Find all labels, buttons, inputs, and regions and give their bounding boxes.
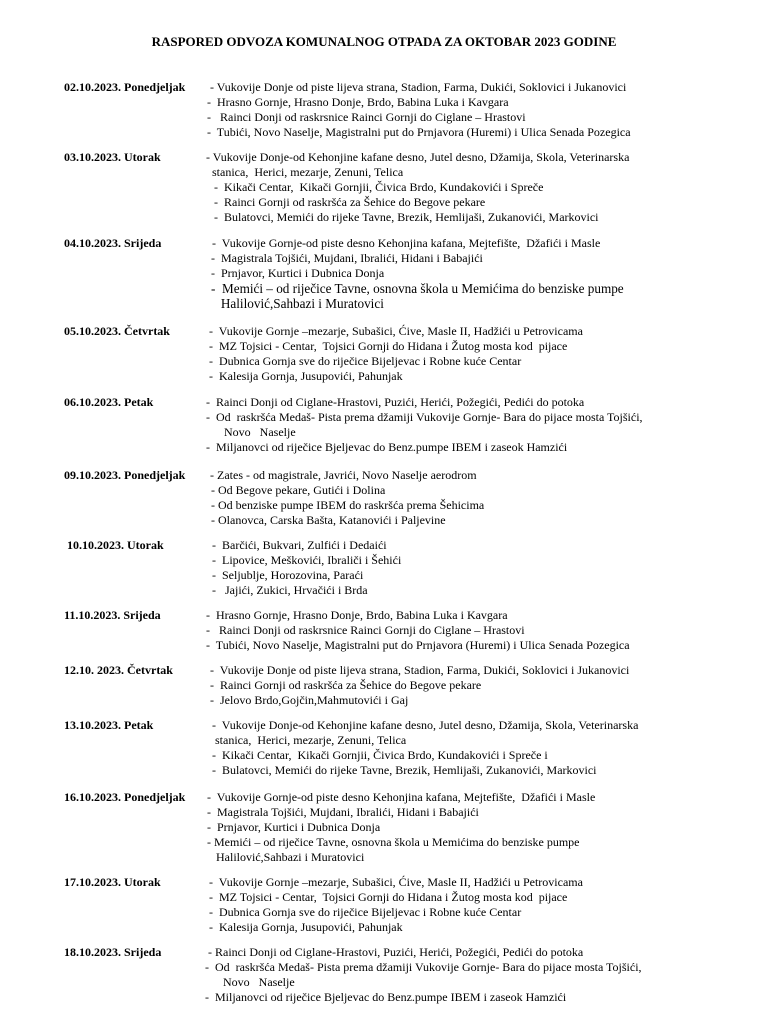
location-line: - Vukovije Gornje –mezarje, Subašici, Ćive, Masle II, Hadžići u Petrovicama (209, 875, 583, 889)
location-line: Novo Naselje (206, 425, 296, 439)
day-date-label: 06.10.2023. Petak (64, 395, 154, 409)
location-line: - Od benziske pumpe IBEM do raskršća prema Šehicima (211, 498, 485, 512)
location-line: - Vukovije Gornje –mezarje, Subašici, Ćive, Masle II, Hadžići u Petrovicama (209, 324, 583, 338)
day-date-label: 03.10.2023. Utorak (64, 150, 161, 164)
location-line: - Vukovije Donje od piste lijeva strana, Stadion, Farma, Dukići, Soklovici i Jukanovici (210, 663, 630, 677)
location-line: - Magistrala Tojšići, Mujdani, Ibralići, Hidani i Babajići (211, 251, 483, 265)
day-date-label: 09.10.2023. Ponedjeljak (64, 468, 186, 482)
location-line: - Rainci Donji od raskrsnice Rainci Gornji do Ciglane – Hrastovi (207, 110, 526, 124)
location-line: - Kalesija Gornja, Jusupovići, Pahunjak (209, 369, 403, 383)
location-line: - Seljublje, Horozovina, Paraći (212, 568, 364, 582)
location-line: - Zates - od magistrale, Javrići, Novo Naselje aerodrom (210, 468, 477, 482)
location-line: - Rainci Gornji od raskršća za Šehice do Begove pekare (211, 195, 486, 209)
location-line: - Dubnica Gornja sve do riječice Bijeljevac i Robne kuće Centar (209, 354, 522, 368)
location-line: - Vukovije Gornje-od piste desno Kehonjina kafana, Mejtefište, Džafići i Masle (207, 790, 596, 804)
location-line: - Od raskršća Medaš- Pista prema džamiji Vukovije Gornje- Bara do pijace mosta Tojšići, (206, 410, 643, 424)
day-date-label: 11.10.2023. Srijeda (64, 608, 161, 622)
location-line: - Barčići, Bukvari, Zulfići i Dedaići (212, 538, 387, 552)
location-line: stanica, Herici, mezarje, Zenuni, Telica (206, 165, 404, 179)
location-line: - Dubnica Gornja sve do riječice Bijeljevac i Robne kuće Centar (209, 905, 522, 919)
location-line: - Hrasno Gornje, Hrasno Donje, Brdo, Babina Luka i Kavgara (206, 608, 508, 622)
location-line: - Prnjavor, Kurtici i Dubnica Donja (207, 820, 381, 834)
location-line: - Lipovice, Meškovići, Ibraliči i Šehići (212, 553, 402, 567)
location-line: - Kikači Centar, Kikači Gornjii, Čivica Brdo, Kundakovići i Spreče i (212, 748, 548, 762)
day-date-label: 18.10.2023. Srijeda (64, 945, 162, 959)
location-line: - Memići – od riječice Tavne, osnovna škola u Memićima do benziske pumpe (207, 835, 580, 849)
location-line: - Prnjavor, Kurtici i Dubnica Donja (211, 266, 385, 280)
day-date-label: 10.10.2023. Utorak (67, 538, 164, 552)
location-line: - Magistrala Tojšići, Mujdani, Ibralići, Hidani i Babajići (207, 805, 479, 819)
day-date-label: 02.10.2023. Ponedjeljak (64, 80, 186, 94)
location-line: - Bulatovci, Memići do rijeke Tavne, Brezik, Hemlijaši, Zukanovići, Markovici (211, 210, 599, 224)
location-line: - Memići – od riječice Tavne, osnovna škola u Memićima do benziske pumpe (211, 281, 624, 296)
location-line: - Jajići, Zukici, Hrvačići i Brda (212, 583, 368, 597)
location-line: - MZ Tojsici - Centar, Tojsici Gornji do Hidana i Žutog mosta kod pijace (209, 890, 568, 904)
location-line: - Tubići, Novo Naselje, Magistralni put do Prnjavora (Huremi) i Ulica Senada Pozegica (206, 638, 630, 652)
location-line: - Rainci Donji od Ciglane-Hrastovi, Puzići, Herići, Požegići, Pedići do potoka (206, 395, 585, 409)
location-line: - Od raskršća Medaš- Pista prema džamiji Vukovije Gornje- Bara do pijace mosta Tojšići, (205, 960, 642, 974)
location-line: - Vukovije Donje-od Kehonjine kafane desno, Jutel desno, Džamija, Skola, Veterinarska (206, 150, 630, 164)
location-line: - Hrasno Gornje, Hrasno Donje, Brdo, Babina Luka i Kavgara (207, 95, 509, 109)
location-line: Halilović,Sahbazi i Muratovici (211, 296, 384, 311)
location-line: - Bulatovci, Memići do rijeke Tavne, Brezik, Hemlijaši, Zukanovići, Markovici (212, 763, 597, 777)
location-line: - Rainci Donji od raskrsnice Rainci Gornji do Ciglane – Hrastovi (206, 623, 525, 637)
location-line: Halilović,Sahbazi i Muratovici (207, 850, 365, 864)
day-date-label: 04.10.2023. Srijeda (64, 236, 162, 250)
location-line: - Vukovije Gornje-od piste desno Kehonjina kafana, Mejtefište, Džafići i Masle (212, 236, 601, 250)
location-line: - Vukovije Donje od piste lijeva strana, Stadion, Farma, Dukići, Soklovici i Jukanovici (210, 80, 627, 94)
location-line: - Vukovije Donje-od Kehonjine kafane desno, Jutel desno, Džamija, Skola, Veterinarska (212, 718, 639, 732)
location-line: - Rainci Donji od Ciglane-Hrastovi, Puzići, Herići, Požegići, Pedići do potoka (208, 945, 584, 959)
location-line: - Od Begove pekare, Gutići i Dolina (211, 483, 386, 497)
day-date-label: 16.10.2023. Ponedjeljak (64, 790, 186, 804)
location-line: - Miljanovci od riječice Bjeljevac do Benz.pumpe IBEM i zaseok Hamzići (206, 440, 568, 454)
day-date-label: 13.10.2023. Petak (64, 718, 154, 732)
location-line: - Kalesija Gornja, Jusupovići, Pahunjak (209, 920, 403, 934)
location-line: - Tubići, Novo Naselje, Magistralni put do Prnjavora (Huremi) i Ulica Senada Pozegica (207, 125, 631, 139)
location-line: stanica, Herici, mezarje, Zenuni, Telica (212, 733, 407, 747)
location-line: - MZ Tojsici - Centar, Tojsici Gornji do Hidana i Žutog mosta kod pijace (209, 339, 568, 353)
location-line: - Olanovca, Carska Bašta, Katanovići i Paljevine (211, 513, 446, 527)
location-line: - Jelovo Brdo,Gojčin,Mahmutovići i Gaj (210, 693, 409, 707)
location-line: - Miljanovci od riječice Bjeljevac do Benz.pumpe IBEM i zaseok Hamzići (205, 990, 567, 1004)
location-line: Novo Naselje (205, 975, 295, 989)
page-title: RASPORED ODVOZA KOMUNALNOG OTPADA ZA OKTOBAR 2023 GODINE (151, 34, 617, 49)
day-date-label: 17.10.2023. Utorak (64, 875, 161, 889)
day-date-label: 05.10.2023. Četvrtak (64, 324, 170, 338)
location-line: - Kikači Centar, Kikači Gornjii, Čivica Brdo, Kundakovići i Spreče (211, 180, 544, 194)
location-line: - Rainci Gornji od raskršća za Šehice do Begove pekare (210, 678, 482, 692)
day-date-label: 12.10. 2023. Četvrtak (64, 663, 173, 677)
